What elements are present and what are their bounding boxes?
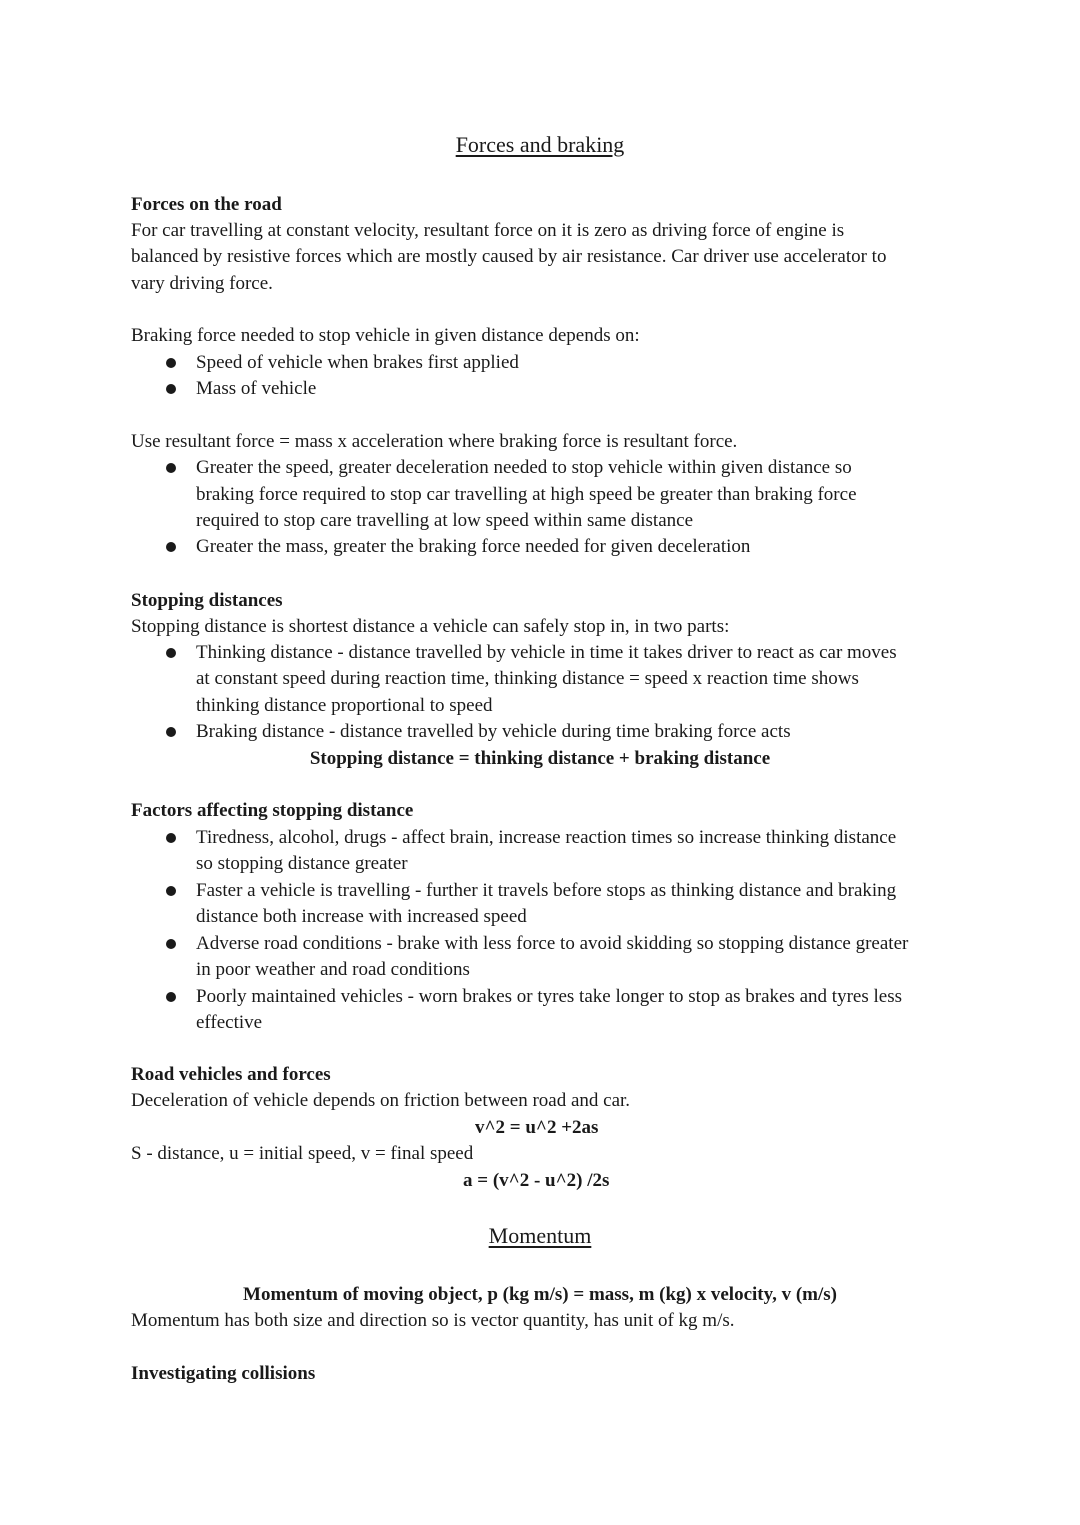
- list-item: at constant speed during reaction time, thinking distance = speed x reaction time shows: [196, 668, 859, 689]
- momentum-formula: Momentum of moving object, p (kg m/s) = mass, m (kg) x velocity, v (m/s): [243, 1284, 837, 1305]
- list-item: Tiredness, alcohol, drugs - affect brain, increase reaction times so increase thinking distance: [196, 827, 897, 848]
- bullet-dot: [166, 939, 176, 949]
- list-item: braking force required to stop car travelling at high speed be greater than braking force: [196, 484, 857, 505]
- stopping-distance-formula: Stopping distance = thinking distance + braking distance: [309, 748, 771, 769]
- list-item: thinking distance proportional to speed: [196, 695, 493, 716]
- bullet-dot: [166, 727, 176, 737]
- heading-forces-on-road: Forces on the road: [131, 194, 282, 215]
- bullet-dot: [166, 463, 176, 473]
- paragraph-line: Use resultant force = mass x acceleration where braking force is resultant force.: [131, 431, 738, 452]
- paragraph-line: For car travelling at constant velocity, resultant force on it is zero as driving force of engine is: [131, 220, 845, 241]
- paragraph-line: balanced by resistive forces which are mostly caused by air resistance. Car driver use accelerator to: [131, 246, 887, 267]
- heading-road-vehicles: Road vehicles and forces: [131, 1064, 331, 1085]
- list-item: effective: [196, 1012, 263, 1033]
- bullet-dot: [166, 833, 176, 843]
- bullet-dot: [166, 886, 176, 896]
- heading-factors: Factors affecting stopping distance: [131, 800, 414, 821]
- paragraph-line: Braking force needed to stop vehicle in given distance depends on:: [131, 325, 640, 346]
- equation: a = (v^2 - u^2) /2s: [463, 1170, 610, 1191]
- paragraph-line: Momentum has both size and direction so is vector quantity, has unit of kg m/s.: [131, 1310, 735, 1331]
- paragraph-line: Deceleration of vehicle depends on friction between road and car.: [131, 1090, 631, 1111]
- bullet-dot: [166, 992, 176, 1002]
- list-item: Greater the speed, greater deceleration needed to stop vehicle within given distance so: [196, 457, 852, 478]
- page-title: Forces and braking: [455, 132, 625, 157]
- list-item: distance both increase with increased speed: [196, 906, 527, 927]
- list-item: required to stop care travelling at low speed within same distance: [196, 510, 694, 531]
- list-item: so stopping distance greater: [196, 853, 408, 874]
- paragraph-line: vary driving force.: [131, 273, 273, 294]
- bullet-dot: [166, 648, 176, 658]
- list-item: Braking distance - distance travelled by vehicle during time braking force acts: [196, 721, 791, 742]
- bullet-dot: [166, 358, 176, 368]
- list-item: Adverse road conditions - brake with less force to avoid skidding so stopping distance greater: [196, 933, 909, 954]
- bullet-dot: [166, 384, 176, 394]
- list-item: Poorly maintained vehicles - worn brakes or tyres take longer to stop as brakes and tyres less: [196, 986, 902, 1007]
- list-item: in poor weather and road conditions: [196, 959, 470, 980]
- bullet-dot: [166, 542, 176, 552]
- paragraph-line: Stopping distance is shortest distance a vehicle can safely stop in, in two parts:: [131, 616, 730, 637]
- list-item: Thinking distance - distance travelled by vehicle in time it takes driver to react as car moves: [196, 642, 897, 663]
- list-item: Speed of vehicle when brakes first applied: [196, 352, 519, 373]
- list-item: Greater the mass, greater the braking force needed for given deceleration: [196, 536, 751, 557]
- heading-investigating-collisions: Investigating collisions: [131, 1363, 316, 1384]
- equation: v^2 = u^2 +2as: [475, 1117, 599, 1138]
- paragraph-line: S - distance, u = initial speed, v = final speed: [131, 1143, 474, 1164]
- momentum-title: Momentum: [488, 1223, 592, 1248]
- heading-stopping-distances: Stopping distances: [131, 590, 283, 611]
- list-item: Faster a vehicle is travelling - further it travels before stops as thinking distance and braking: [196, 880, 897, 901]
- list-item: Mass of vehicle: [196, 378, 317, 399]
